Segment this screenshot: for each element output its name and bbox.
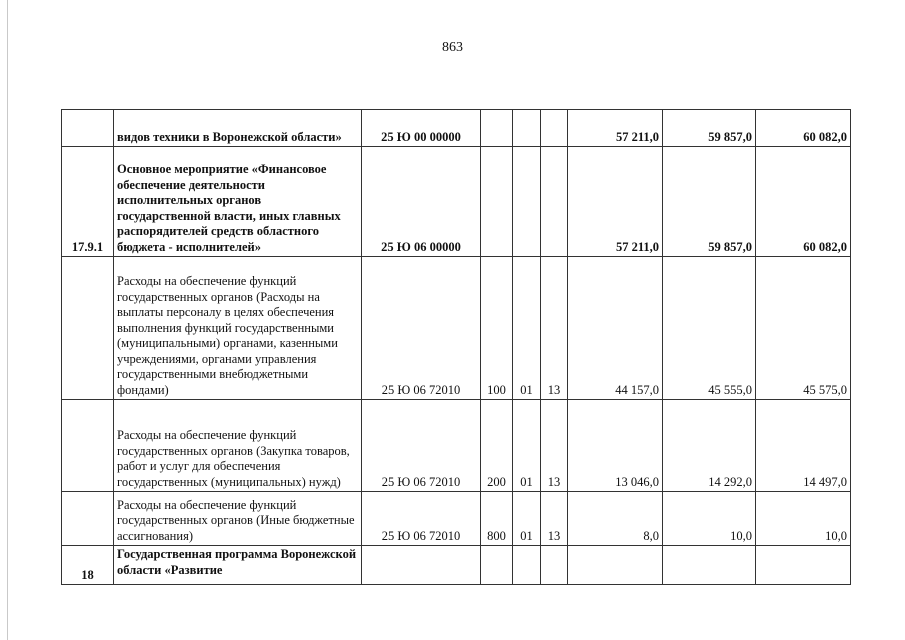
expense-type-code: 200 <box>481 400 513 492</box>
amount-year-1: 57 211,0 <box>568 110 663 147</box>
section-code <box>513 546 541 585</box>
section-code: 01 <box>513 400 541 492</box>
target-article-code <box>362 546 481 585</box>
row-number <box>62 110 114 147</box>
amount-year-3: 45 575,0 <box>756 257 851 400</box>
row-name: Основное мероприятие «Финансовое обеспечение деятельности исполнительных органов государственной власти, иных главных распорядителей средств областного бюджета - исполнителей» <box>114 147 362 257</box>
amount-year-1: 57 211,0 <box>568 147 663 257</box>
target-article-code: 25 Ю 06 72010 <box>362 492 481 546</box>
amount-year-1: 13 046,0 <box>568 400 663 492</box>
amount-year-2 <box>663 546 756 585</box>
amount-year-3: 60 082,0 <box>756 147 851 257</box>
subsection-code: 13 <box>541 257 568 400</box>
row-number: 17.9.1 <box>62 147 114 257</box>
page-number: 863 <box>442 40 463 55</box>
amount-year-3: 60 082,0 <box>756 110 851 147</box>
row-name: Расходы на обеспечение функций государственных органов (Иные бюджетные ассигнования) <box>114 492 362 546</box>
amount-year-2: 59 857,0 <box>663 110 756 147</box>
subsection-code <box>541 147 568 257</box>
amount-year-3: 10,0 <box>756 492 851 546</box>
section-code <box>513 110 541 147</box>
subsection-code <box>541 546 568 585</box>
budget-table <box>61 109 851 585</box>
target-article-code: 25 Ю 06 72010 <box>362 257 481 400</box>
section-code: 01 <box>513 492 541 546</box>
row-name: видов техники в Воронежской области» <box>114 110 362 147</box>
row-number <box>62 257 114 400</box>
amount-year-1: 8,0 <box>568 492 663 546</box>
expense-type-code <box>481 147 513 257</box>
table-row-main-activity <box>62 147 851 257</box>
table-row-expense <box>62 492 851 546</box>
amount-year-1 <box>568 546 663 585</box>
expense-type-code: 800 <box>481 492 513 546</box>
amount-year-3: 14 497,0 <box>756 400 851 492</box>
page-edge-rule <box>7 0 8 640</box>
amount-year-1: 44 157,0 <box>568 257 663 400</box>
expense-type-code <box>481 110 513 147</box>
amount-year-2: 10,0 <box>663 492 756 546</box>
row-name: Расходы на обеспечение функций государственных органов (Расходы на выплаты персоналу в целях обеспечения выполнения функций государственными (муниципальными) органами, казенными учреждениями, органами управления государственными внебюджетными фондами) <box>114 257 362 400</box>
subsection-code <box>541 110 568 147</box>
row-name: Государственная программа Воронежской области «Развитие <box>114 546 362 585</box>
amount-year-2: 59 857,0 <box>663 147 756 257</box>
section-code: 01 <box>513 257 541 400</box>
target-article-code: 25 Ю 06 72010 <box>362 400 481 492</box>
target-article-code: 25 Ю 00 00000 <box>362 110 481 147</box>
row-number <box>62 400 114 492</box>
amount-year-2: 45 555,0 <box>663 257 756 400</box>
target-article-code: 25 Ю 06 00000 <box>362 147 481 257</box>
table-row-expense <box>62 400 851 492</box>
table-row-continuation <box>62 110 851 147</box>
row-number: 18 <box>62 546 114 585</box>
table-row-expense <box>62 257 851 400</box>
subsection-code: 13 <box>541 400 568 492</box>
amount-year-2: 14 292,0 <box>663 400 756 492</box>
table-row-program <box>62 546 851 585</box>
amount-year-3 <box>756 546 851 585</box>
expense-type-code <box>481 546 513 585</box>
row-name: Расходы на обеспечение функций государственных органов (Закупка товаров, работ и услуг для обеспечения государственных (муниципальных) нужд) <box>114 400 362 492</box>
row-number <box>62 492 114 546</box>
expense-type-code: 100 <box>481 257 513 400</box>
section-code <box>513 147 541 257</box>
subsection-code: 13 <box>541 492 568 546</box>
